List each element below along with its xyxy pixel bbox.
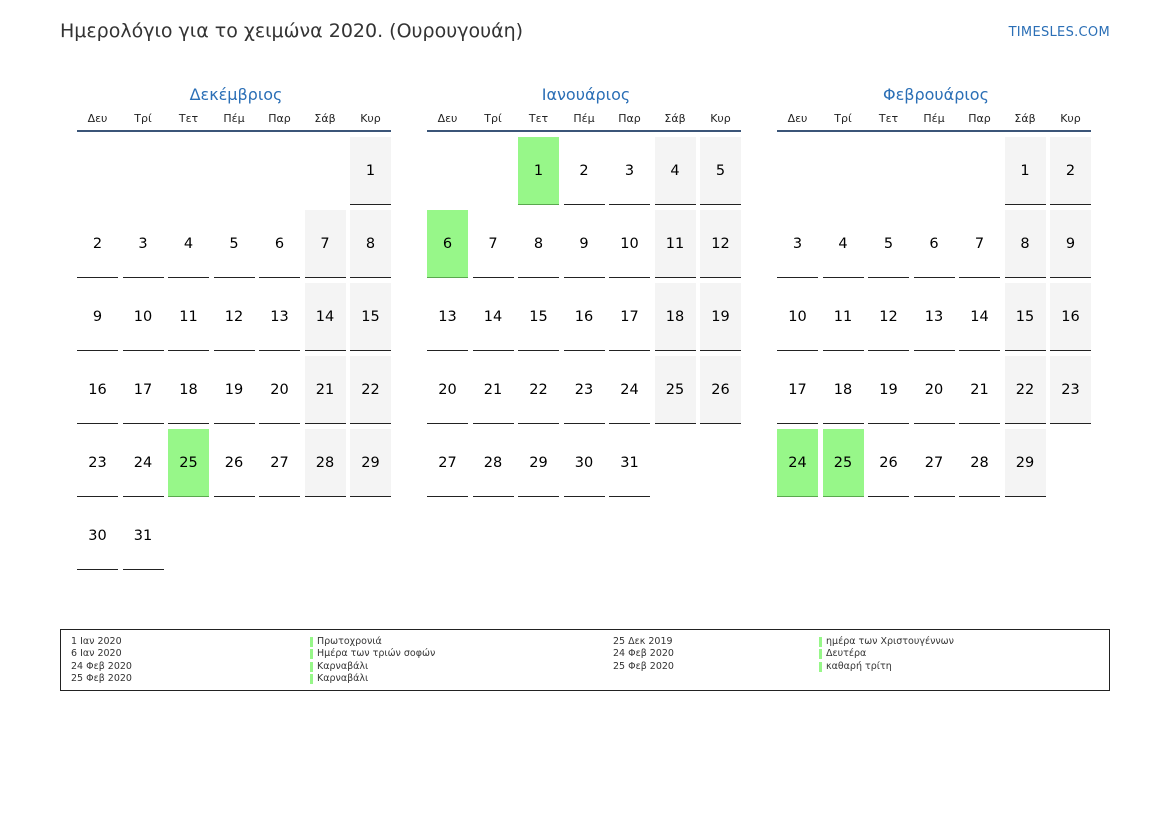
month-name: Φεβρουάριος [883, 85, 989, 104]
day-cell: 12 [700, 210, 741, 278]
legend-dates-right [613, 636, 674, 673]
day-cell: 28 [305, 429, 346, 497]
day-cell: 2 [1050, 137, 1091, 205]
legend-holiday-name: Καρναβάλι [310, 661, 435, 673]
day-cell: 6 [914, 210, 955, 278]
month-january [427, 84, 745, 497]
day-cell: 14 [305, 283, 346, 351]
day-cell: 5 [868, 210, 909, 278]
empty-cell [868, 137, 909, 205]
legend-date: 6 Ιαν 2020 [71, 648, 122, 660]
empty-cell [959, 137, 1000, 205]
weekday-label: Δευ [437, 111, 458, 125]
weekday-label: Τρί [484, 111, 502, 125]
legend-holiday-name: Πρωτοχρονιά [310, 636, 435, 648]
day-cell: 1 [350, 137, 391, 205]
weekday-label: Δευ [787, 111, 808, 125]
day-cell: 26 [868, 429, 909, 497]
day-cell: 3 [777, 210, 818, 278]
weekday-label: Σάβ [664, 111, 686, 125]
weekday-label: Σάβ [1014, 111, 1036, 125]
day-cell: 24 [609, 356, 650, 424]
day-cell: 20 [427, 356, 468, 424]
day-cell: 17 [123, 356, 164, 424]
month-name: Ιανουάριος [541, 85, 631, 104]
legend-date: 24 Φεβ 2020 [613, 648, 674, 660]
day-cell: 8 [350, 210, 391, 278]
weekday-label: Κυρ [710, 111, 731, 125]
day-cell: 3 [609, 137, 650, 205]
day-cell: 8 [518, 210, 559, 278]
day-cell: 23 [77, 429, 118, 497]
holiday-day-cell: 1 [518, 137, 559, 205]
day-cell: 13 [427, 283, 468, 351]
legend-date: 24 Φεβ 2020 [71, 660, 132, 672]
day-cell: 16 [77, 356, 118, 424]
days-grid [77, 137, 395, 570]
day-cell: 4 [823, 210, 864, 278]
day-cell: 19 [868, 356, 909, 424]
weekday-label: Παρ [618, 111, 641, 125]
day-cell: 14 [959, 283, 1000, 351]
holiday-day-cell: 24 [777, 429, 818, 497]
holiday-day-cell: 6 [427, 210, 468, 278]
day-cell: 10 [123, 283, 164, 351]
day-cell: 7 [473, 210, 514, 278]
day-cell: 21 [959, 356, 1000, 424]
day-cell: 29 [1005, 429, 1046, 497]
legend-date: 25 Φεβ 2020 [71, 672, 132, 684]
day-cell: 28 [473, 429, 514, 497]
day-cell: 20 [914, 356, 955, 424]
day-cell: 20 [259, 356, 300, 424]
weekday-label: Πέμ [573, 111, 595, 125]
weekday-label: Κυρ [360, 111, 381, 125]
weekday-header [77, 108, 395, 128]
day-cell: 27 [914, 429, 955, 497]
day-cell: 17 [609, 283, 650, 351]
empty-cell [77, 137, 118, 205]
header-divider [777, 130, 1091, 132]
empty-cell [823, 137, 864, 205]
weekday-label: Τρί [834, 111, 852, 125]
day-cell: 21 [305, 356, 346, 424]
day-cell: 10 [777, 283, 818, 351]
empty-cell [305, 137, 346, 205]
day-cell: 12 [868, 283, 909, 351]
day-cell: 15 [518, 283, 559, 351]
empty-cell [914, 137, 955, 205]
day-cell: 9 [1050, 210, 1091, 278]
weekday-label: Παρ [268, 111, 291, 125]
weekday-label: Κυρ [1060, 111, 1081, 125]
day-cell: 10 [609, 210, 650, 278]
weekday-label: Σάβ [314, 111, 336, 125]
day-cell: 5 [700, 137, 741, 205]
weekday-label: Τρί [134, 111, 152, 125]
weekday-label: Πέμ [223, 111, 245, 125]
day-cell: 18 [823, 356, 864, 424]
holiday-legend [60, 629, 1110, 691]
day-cell: 12 [214, 283, 255, 351]
day-cell: 22 [518, 356, 559, 424]
day-cell: 2 [77, 210, 118, 278]
day-cell: 17 [777, 356, 818, 424]
day-cell: 31 [123, 502, 164, 570]
legend-date: 25 Φεβ 2020 [613, 660, 674, 672]
day-cell: 30 [564, 429, 605, 497]
day-cell: 29 [350, 429, 391, 497]
weekday-label: Παρ [968, 111, 991, 125]
day-cell: 22 [350, 356, 391, 424]
day-cell: 27 [427, 429, 468, 497]
day-cell: 18 [168, 356, 209, 424]
day-cell: 30 [77, 502, 118, 570]
day-cell: 16 [564, 283, 605, 351]
day-cell: 6 [259, 210, 300, 278]
day-cell: 1 [1005, 137, 1046, 205]
day-cell: 11 [823, 283, 864, 351]
day-cell: 23 [1050, 356, 1091, 424]
day-cell: 16 [1050, 283, 1091, 351]
day-cell: 8 [1005, 210, 1046, 278]
day-cell: 4 [655, 137, 696, 205]
holiday-day-cell: 25 [168, 429, 209, 497]
day-cell: 25 [655, 356, 696, 424]
weekday-label: Τετ [178, 111, 199, 125]
weekday-header [777, 108, 1095, 128]
day-cell: 22 [1005, 356, 1046, 424]
day-cell: 29 [518, 429, 559, 497]
day-cell: 2 [564, 137, 605, 205]
legend-holiday-name: Δευτέρα [819, 648, 954, 660]
month-name: Δεκέμβριος [189, 85, 283, 104]
day-cell: 14 [473, 283, 514, 351]
weekday-header [427, 108, 745, 128]
day-cell: 19 [214, 356, 255, 424]
legend-holiday-name: Ημέρα των τριών σοφών [310, 648, 435, 660]
legend-holiday-name: Καρναβάλι [310, 673, 435, 685]
empty-cell [168, 137, 209, 205]
day-cell: 27 [259, 429, 300, 497]
day-cell: 4 [168, 210, 209, 278]
weekday-label: Τετ [878, 111, 899, 125]
legend-holiday-name: ημέρα των Χριστουγέννων [819, 636, 954, 648]
day-cell: 21 [473, 356, 514, 424]
brand-link[interactable]: TIMESLES.COM [1008, 25, 1110, 40]
weekday-label: Πέμ [923, 111, 945, 125]
day-cell: 11 [655, 210, 696, 278]
empty-cell [473, 137, 514, 205]
day-cell: 26 [214, 429, 255, 497]
day-cell: 28 [959, 429, 1000, 497]
legend-holiday-name: καθαρή τρίτη [819, 661, 954, 673]
legend-dates-left [71, 636, 132, 685]
day-cell: 7 [305, 210, 346, 278]
day-cell: 26 [700, 356, 741, 424]
empty-cell [259, 137, 300, 205]
empty-cell [123, 137, 164, 205]
page-title: Ημερολόγιο για το χειμώνα 2020. (Ουρουγουάη) [60, 20, 524, 42]
day-cell: 13 [259, 283, 300, 351]
weekday-label: Δευ [87, 111, 108, 125]
day-cell: 5 [214, 210, 255, 278]
day-cell: 15 [1005, 283, 1046, 351]
day-cell: 13 [914, 283, 955, 351]
legend-names-left [310, 636, 435, 685]
weekday-label: Τετ [528, 111, 549, 125]
day-cell: 15 [350, 283, 391, 351]
header-divider [77, 130, 391, 132]
day-cell: 9 [77, 283, 118, 351]
day-cell: 23 [564, 356, 605, 424]
day-cell: 19 [700, 283, 741, 351]
month-december [77, 84, 395, 570]
header-divider [427, 130, 741, 132]
empty-cell [214, 137, 255, 205]
day-cell: 11 [168, 283, 209, 351]
empty-cell [427, 137, 468, 205]
day-cell: 18 [655, 283, 696, 351]
day-cell: 7 [959, 210, 1000, 278]
legend-date: 1 Ιαν 2020 [71, 636, 122, 647]
month-february [777, 84, 1095, 497]
day-cell: 31 [609, 429, 650, 497]
legend-date: 25 Δεκ 2019 [613, 636, 673, 647]
holiday-day-cell: 25 [823, 429, 864, 497]
day-cell: 3 [123, 210, 164, 278]
legend-names-right [819, 636, 954, 673]
days-grid [777, 137, 1095, 497]
empty-cell [777, 137, 818, 205]
day-cell: 24 [123, 429, 164, 497]
day-cell: 9 [564, 210, 605, 278]
days-grid [427, 137, 745, 497]
